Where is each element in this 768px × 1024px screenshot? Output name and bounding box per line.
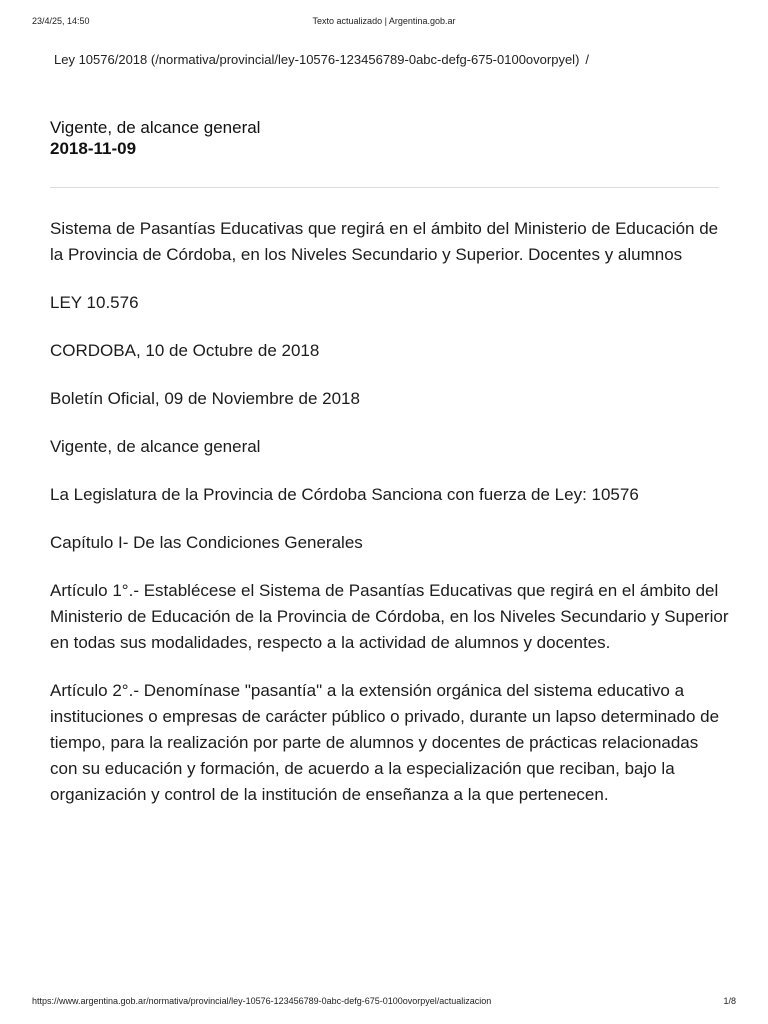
law-status: Vigente, de alcance general <box>50 437 261 456</box>
law-bulletin: Boletín Oficial, 09 de Noviembre de 2018 <box>50 389 360 408</box>
chapter-heading: Capítulo I- De las Condiciones Generales <box>50 533 363 552</box>
page-number: 1/8 <box>723 996 736 1006</box>
breadcrumb-separator: / <box>585 52 590 67</box>
article-1: Artículo 1°.- Establécese el Sistema de Pasantías Educativas que regirá en el ámbito del Ministerio de Educación de la Provincia de Córdoba, en los Niveles Secundario y Superior en todas sus modalidades, respecto a la actividad de alumnos y docentes. <box>50 581 729 652</box>
law-place-date: CORDOBA, 10 de Octubre de 2018 <box>50 341 320 360</box>
print-url: https://www.argentina.gob.ar/normativa/provincial/ley-10576-123456789-0abc-defg-675-0100ovorpyel/actualizacion <box>32 996 492 1006</box>
status-label: Vigente, de alcance general <box>50 118 261 137</box>
publication-date: 2018-11-09 <box>50 139 137 158</box>
law-summary: Sistema de Pasantías Educativas que regirá en el ámbito del Ministerio de Educación de la Provincia de Córdoba, en los Niveles Secundario y Superior. Docentes y alumnos <box>50 219 719 264</box>
law-number: LEY 10.576 <box>50 293 139 312</box>
article-2: Artículo 2°.- Denomínase "pasantía" a la extensión orgánica del sistema educativo a instituciones o empresas de carácter público o privado, durante un lapso determinado de tiempo, para la realización por parte de alumnos y docentes de prácticas relacionadas con su educación y formación, de acuerdo a la especialización que reciban, bajo la organización y control de la institución de enseñanza a la que pertenecen. <box>50 681 720 804</box>
print-page-title: Texto actualizado | Argentina.gob.ar <box>312 16 456 26</box>
divider <box>50 187 719 188</box>
breadcrumb <box>54 52 738 67</box>
law-enactment: La Legislatura de la Provincia de Córdoba Sanciona con fuerza de Ley: 10576 <box>50 485 639 504</box>
breadcrumb-law-link[interactable]: Ley 10576/2018 (/normativa/provincial/ley-10576-123456789-0abc-defg-675-0100ovorpyel) <box>54 52 580 67</box>
law-text <box>50 216 730 830</box>
status-block <box>50 117 260 159</box>
print-datetime: 23/4/25, 14:50 <box>32 16 90 26</box>
